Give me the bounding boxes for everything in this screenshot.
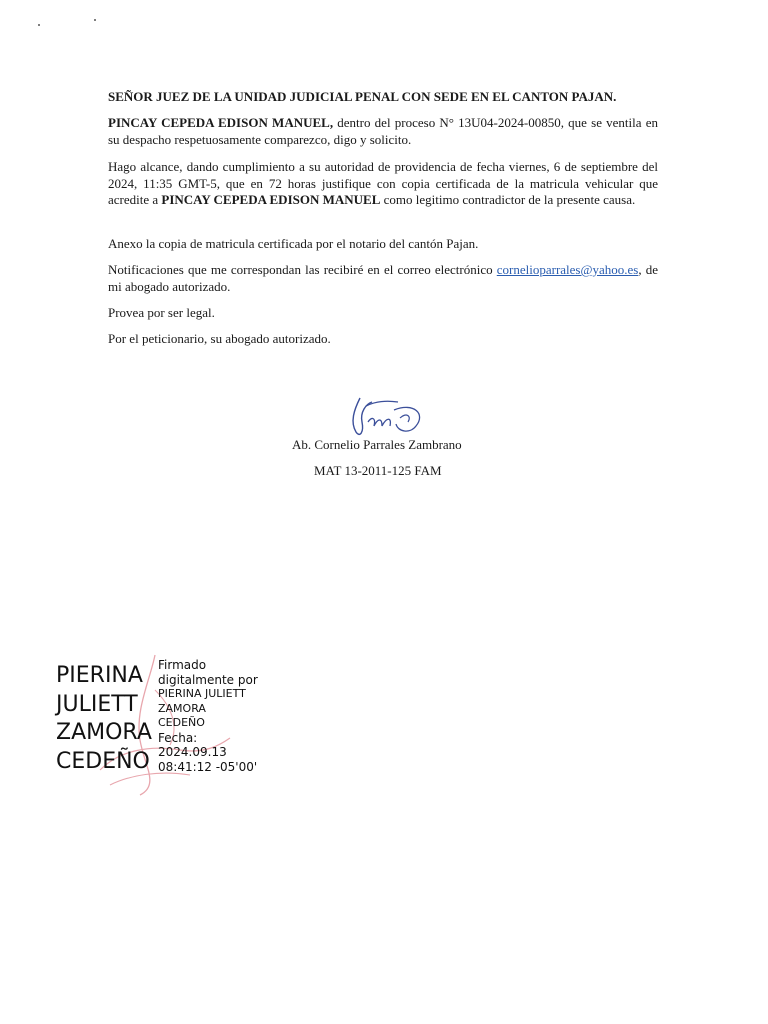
digital-info-line: digitalmente por: [158, 672, 258, 687]
digital-signer-name-line: PIERINA: [56, 663, 143, 688]
paragraph-alcance-start: Hago alcance, dando cumplimiento a su autoridad de providencia de fecha viernes, 6 de septiembre del 2024, 11:35 GMT-5, que en 72 horas justifique con copia certificada de la matricula vehicular que acredite a: [108, 159, 658, 207]
digital-signer-name-line: ZAMORA: [56, 720, 152, 745]
signer-registration: MAT 13-2011-125 FAM: [314, 463, 442, 478]
paragraph-notificaciones-end: , de mi abogado autorizado.: [108, 262, 658, 294]
digital-signer-name: [56, 662, 152, 776]
paragraph-notificaciones: [108, 262, 658, 295]
document-heading: SEÑOR JUEZ DE LA UNIDAD JUDICIAL PENAL CON SEDE EN EL CANTON PAJAN.: [108, 89, 617, 104]
paragraph-alcance-end: como legitimo contradictor de la presente causa.: [380, 192, 636, 207]
digital-info-line: ZAMORA: [158, 701, 206, 715]
paragraph-alcance: [108, 159, 658, 209]
paragraph-intro: [108, 115, 658, 148]
paragraph-anexo: Anexo la copia de matricula certificada por el notario del cantón Pajan.: [108, 236, 479, 251]
signer-name: Ab. Cornelio Parrales Zambrano: [292, 437, 462, 452]
digital-info-line: Firmado: [158, 658, 207, 672]
digital-info-line: Fecha:: [158, 730, 198, 745]
digital-signer-name-line: CEDEÑO: [56, 748, 150, 774]
paragraph-closing: Por el peticionario, su abogado autorizado.: [108, 331, 331, 346]
party-name: PINCAY CEPEDA EDISON MANUEL,: [108, 115, 334, 130]
handwritten-signature: [340, 392, 430, 442]
paragraph-intro-text: dentro del proceso N° 13U04-2024-00850, que se ventila en su despacho respetuosamente comparezco, digo y solicito.: [108, 115, 658, 147]
digital-info-line: 2024.09.13: [158, 745, 227, 759]
paragraph-provea: Provea por ser legal.: [108, 305, 215, 320]
digital-info-line: CEDEÑO: [158, 716, 205, 729]
digital-info-line: PIERINA JULIETT: [158, 687, 246, 700]
digital-signature-info: [158, 658, 258, 774]
email-link[interactable]: cornelioparrales@yahoo.es: [496, 262, 639, 277]
party-name-repeat: PINCAY CEPEDA EDISON MANUEL: [161, 192, 381, 207]
digital-info-line: 08:41:12 -05'00': [158, 759, 258, 774]
digital-signer-name-line: JULIETT: [56, 691, 138, 717]
scan-specks: [36, 18, 96, 30]
paragraph-notificaciones-start: Notificaciones que me correspondan las recibiré en el correo electrónico: [108, 262, 497, 277]
